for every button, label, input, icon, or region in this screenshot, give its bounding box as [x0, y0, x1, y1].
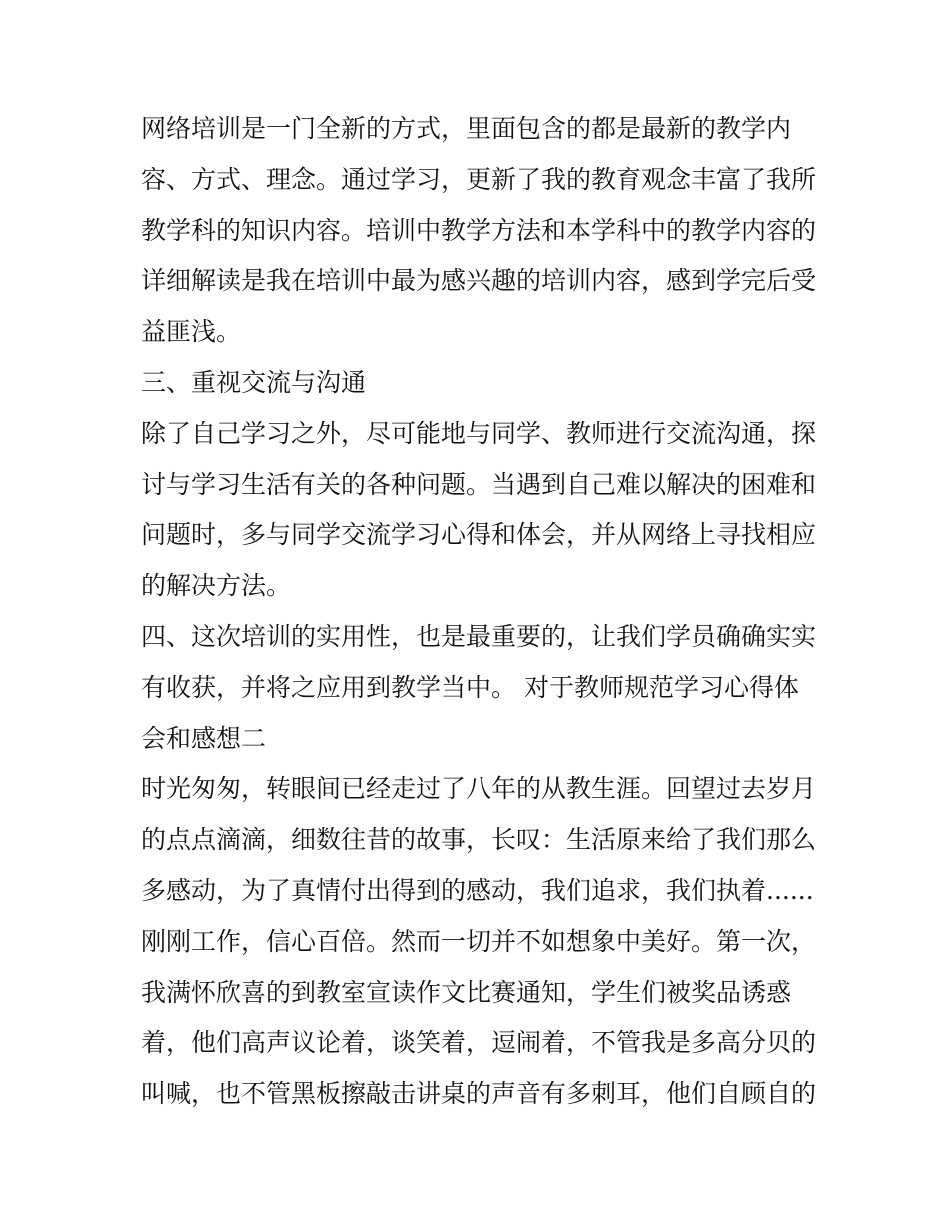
text-line: 有收获，并将之应用到教学当中。 对于教师规范学习心得体	[141, 672, 799, 702]
text-line: 讨与学习生活有关的各种问题。当遇到自己难以解决的困难和	[141, 469, 817, 499]
text-line: 详细解读是我在培训中最为感兴趣的培训内容，感到学完后受	[141, 266, 817, 296]
text-line: 着，他们高声议论着，谈笑着，逗闹着，不管我是多高分贝的	[141, 1028, 817, 1058]
text-line: 时光匆匆，转眼间已经走过了八年的从教生涯。回望过去岁月	[141, 774, 817, 804]
text-line: 除了自己学习之外，尽可能地与同学、教师进行交流沟通，探	[141, 418, 817, 448]
text-line: 四、这次培训的实用性，也是最重要的，让我们学员确确实实	[141, 621, 817, 651]
text-line: 容、方式、理念。通过学习，更新了我的教育观念丰富了我所	[141, 164, 817, 194]
text-line: 问题时，多与同学交流学习心得和体会，并从网络上寻找相应	[141, 520, 817, 550]
text-line: 益匪浅。	[141, 317, 242, 347]
text-line: 叫喊，也不管黑板擦敲击讲桌的声音有多刺耳，他们自顾自的	[141, 1079, 817, 1109]
body-text	[141, 104, 831, 1120]
text-line: 的解决方法。	[141, 571, 292, 601]
text-line: 我满怀欣喜的到教室宣读作文比赛通知，学生们被奖品诱惑	[141, 977, 792, 1007]
text-line: 刚刚工作，信心百倍。然而一切并不如想象中美好。第一次，	[141, 926, 817, 956]
text-line: 教学科的知识内容。培训中教学方法和本学科中的教学内容的	[141, 215, 817, 245]
text-line: 会和感想二	[141, 723, 267, 753]
section-heading: 三、重视交流与沟通	[141, 367, 367, 397]
text-line: 多感动，为了真情付出得到的感动，我们追求，我们执着......	[141, 875, 814, 905]
text-line: 网络培训是一门全新的方式，里面包含的都是最新的教学内	[141, 114, 792, 143]
text-line: 的点点滴滴，细数往昔的故事，长叹：生活原来给了我们那么	[141, 825, 817, 855]
